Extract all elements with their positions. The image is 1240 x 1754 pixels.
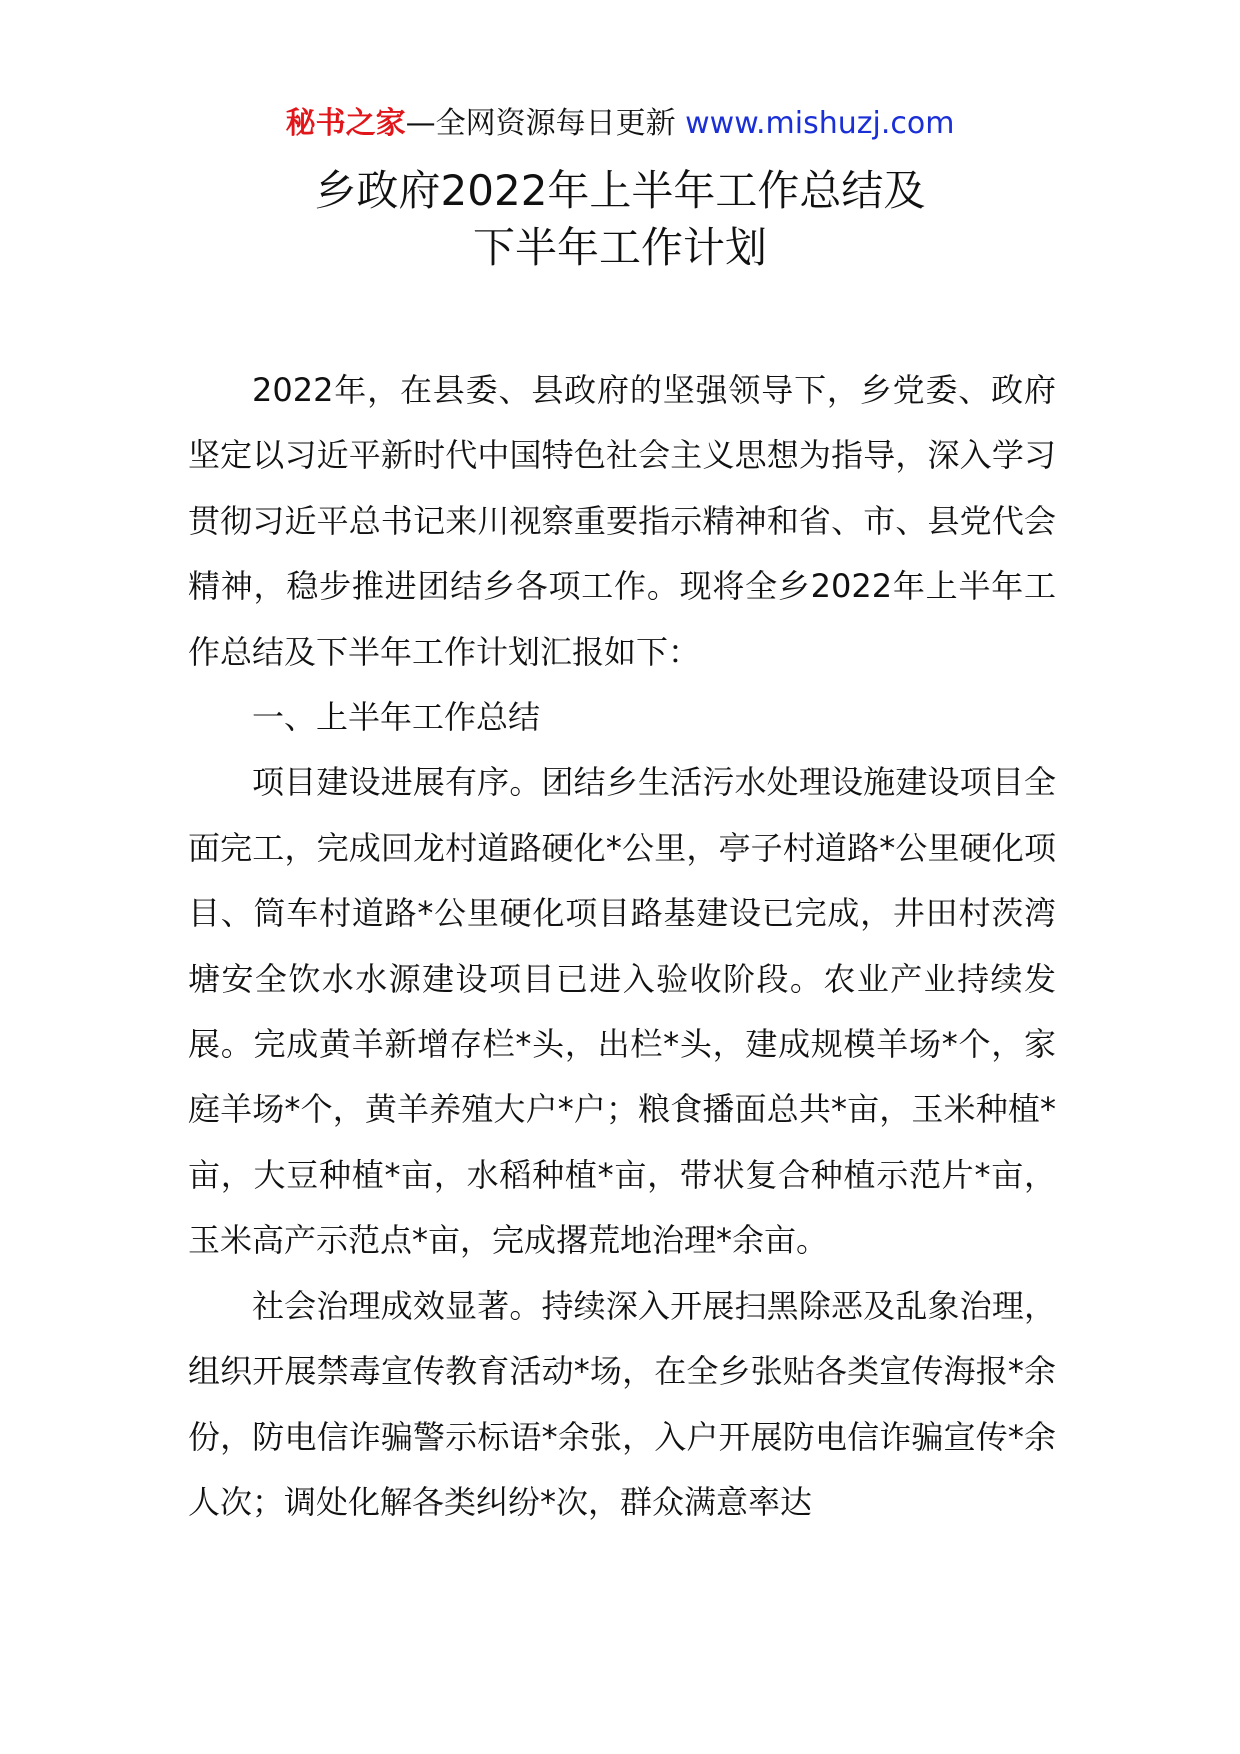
site-url-link[interactable]: www.mishuzj.com [685,106,955,141]
title-line-1: 乡政府2022年上半年工作总结及 [314,166,926,215]
paragraph-governance: 社会治理成效显著。持续深入开展扫黑除恶及乱象治理，组织开展禁毒宣传教育活动*场，在全乡张贴各类宣传海报*余份，防电信诈骗警示标语*余张，入户开展防电信诈骗宣传*余人次；调处化解各类纠纷*次，群众满意率达 [188,1286,1056,1521]
document-body [188,358,1056,1535]
paragraph-projects: 项目建设进展有序。团结乡生活污水处理设施建设项目全面完工，完成回龙村道路硬化*公里，亭子村道路*公里硬化项目、筒车村道路*公里硬化项目路基建设已完成，井田村茨湾塘安全饮水水源建设项目已进入验收阶段。农业产业持续发展。完成黄羊新增存栏*头，出栏*头，建成规模羊场*个，家庭羊场*个，黄羊养殖大户*户；粮食播面总共*亩，玉米种植*亩，大豆种植*亩，水稻种植*亩，带状复合种植示范片*亩，玉米高产示范点*亩，完成撂荒地治理*余亩。 [188,763,1056,1260]
document-title [0,162,1240,276]
paragraph-intro: 2022年，在县委、县政府的坚强领导下，乡党委、政府坚定以习近平新时代中国特色社会主义思想为指导，深入学习贯彻习近平总书记来川视察重要指示精神和省、市、县党代会精神，稳步推进团结乡各项工作。现将全乡2022年上半年工作总结及下半年工作计划汇报如下： [188,371,1056,671]
banner-tagline: —全网资源每日更新 [405,106,686,141]
site-banner [0,100,1240,148]
section-heading: 一、上半年工作总结 [252,698,541,737]
brand-name: 秘书之家 [285,106,406,141]
title-line-2: 下半年工作计划 [472,223,767,272]
